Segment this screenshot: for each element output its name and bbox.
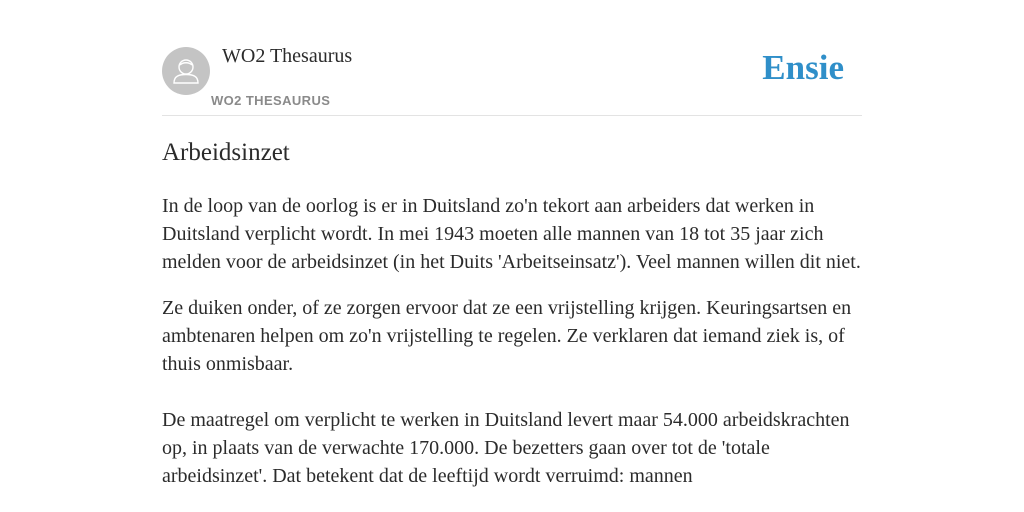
ensie-logo[interactable]: Ensie [762,48,844,87]
page-content [162,0,862,487]
page-title: Arbeidsinzet [162,139,290,166]
avatar[interactable] [162,47,210,95]
author-name[interactable]: WO2 Thesaurus [222,45,353,67]
source-label[interactable]: WO2 THESAURUS [211,93,331,108]
user-silhouette-icon [162,47,210,95]
article-header [162,0,862,116]
paragraph: In de loop van de oorlog is er in Duitsland zo'n tekort aan arbeiders dat werken in Duitsland verplicht wordt. In mei 1943 moeten alle mannen van 18 tot 35 jaar zich melden voor de arbeidsinzet (in het Duits 'Arbeitseinsatz'). Veel mannen willen dit niet. [162,195,861,273]
paragraph: De maatregel om verplicht te werken in Duitsland levert maar 54.000 arbeidskrachten op, in plaats van de verwachte 170.000. De bezetters gaan over tot de 'totale arbeidsinzet'. Dat betekent dat de leeftijd wordt verruimd: mannen [162,409,850,487]
paragraph: Ze duiken onder, of ze zorgen ervoor dat ze een vrijstelling krijgen. Keuringsartsen en ambtenaren helpen om zo'n vrijstelling te regelen. Ze verklaren dat iemand ziek is, of thuis onmisbaar. [162,297,852,375]
article-body [162,192,862,508]
